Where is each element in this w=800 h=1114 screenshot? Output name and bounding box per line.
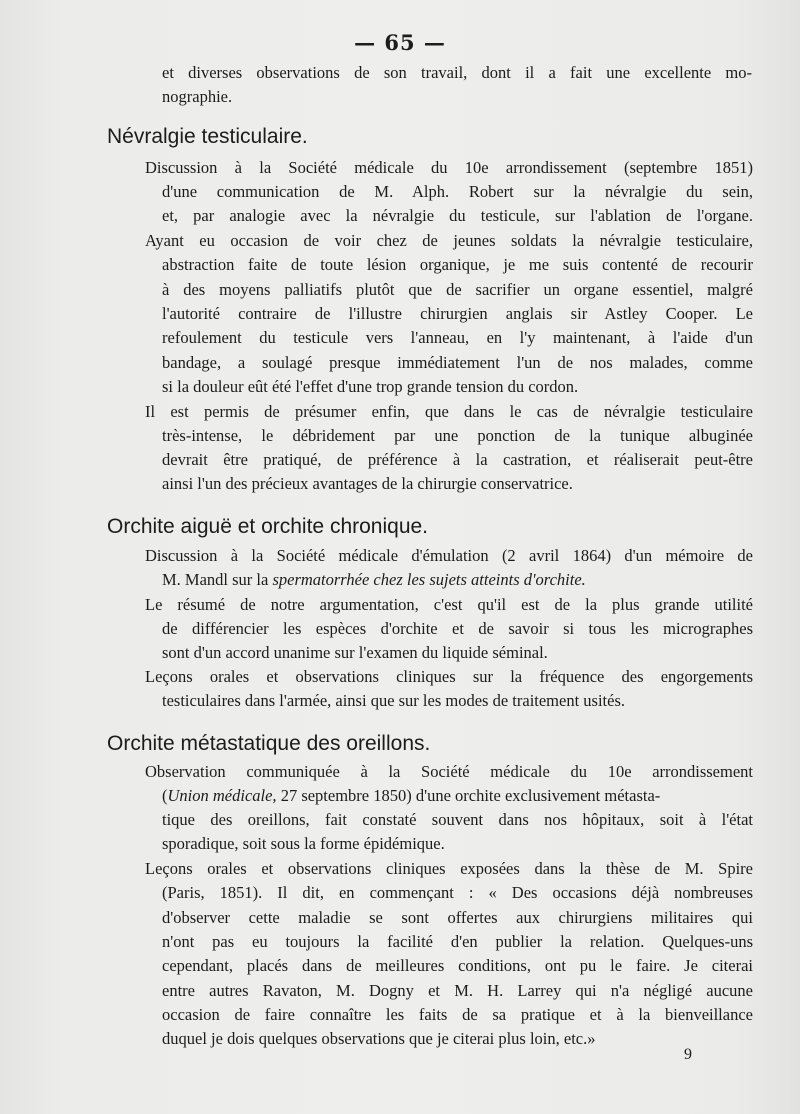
section-heading: Orchite aiguë et orchite chronique. bbox=[107, 515, 429, 538]
paragraph-line: si la douleur eût été l'effet d'une trop grande tension du cordon. bbox=[162, 377, 579, 396]
paragraph-line: Observation communiquée à la Société médicale du 10e arrondissement bbox=[145, 762, 753, 781]
paragraph-line: l'autorité contraire de l'illustre chirurgien anglais sir Astley Cooper. Le bbox=[162, 304, 753, 323]
italic-title: spermatorrhée chez les sujets atteints d'orchite. bbox=[272, 570, 586, 589]
paragraph-line: tique des oreillons, fait constaté souvent dans nos hôpitaux, soit à l'état bbox=[162, 810, 753, 829]
paragraph-line: testiculaires dans l'armée, ainsi que sur les modes de traitement usités. bbox=[162, 691, 626, 710]
paragraph-line: à des moyens palliatifs plutôt que de sacrifier un organe essentiel, malgré bbox=[162, 280, 753, 299]
paragraph-line: Discussion à la Société médicale du 10e arrondissement (septembre 1851) bbox=[145, 158, 753, 177]
paragraph-line: Ayant eu occasion de voir chez de jeunes soldats la névralgie testiculaire, bbox=[145, 231, 753, 250]
italic-title: Union médicale, bbox=[167, 786, 277, 805]
paragraph-line: sont d'un accord unanime sur l'examen du liquide séminal. bbox=[162, 643, 548, 662]
signature-mark: 9 bbox=[684, 1046, 692, 1063]
text-span: 27 septembre 1850) d'une orchite exclusivement métasta- bbox=[276, 786, 661, 805]
paragraph-line: Le résumé de notre argumentation, c'est qu'il est de la plus grande utilité bbox=[145, 595, 753, 614]
paragraph-line: (Paris, 1851). Il dit, en commençant : « Des occasions déjà nombreuses bbox=[162, 883, 753, 902]
intro-line: et diverses observations de son travail, dont il a fait une excellente mo- bbox=[162, 63, 752, 82]
paragraph-line: cependant, placés dans de meilleures conditions, ont pu le faire. Je citerai bbox=[162, 956, 753, 975]
paragraph-line: abstraction faite de toute lésion organique, je me suis contenté de recourir bbox=[162, 255, 753, 274]
paragraph-line: occasion de faire connaître les faits de sa pratique et à la bienveillance bbox=[162, 1005, 753, 1024]
paragraph-line: et, par analogie avec la névralgie du testicule, sur l'ablation de l'organe. bbox=[162, 206, 753, 225]
paragraph-line: Discussion à la Société médicale d'émulation (2 avril 1864) d'un mémoire de bbox=[145, 546, 753, 565]
paragraph-line: de différencier les espèces d'orchite et de savoir si tous les micrographes bbox=[162, 619, 753, 638]
paragraph-line: ainsi l'un des précieux avantages de la chirurgie conservatrice. bbox=[162, 474, 573, 493]
paragraph-line bbox=[162, 569, 586, 591]
text-span: ( bbox=[162, 786, 168, 805]
paragraph-line: Leçons orales et observations cliniques sur la fréquence des engorgements bbox=[145, 667, 753, 686]
paragraph-line: Il est permis de présumer enfin, que dans le cas de névralgie testiculaire bbox=[145, 402, 753, 421]
paragraph-line: d'une communication de M. Alph. Robert sur la névralgie du sein, bbox=[162, 182, 753, 201]
section-heading: Névralgie testiculaire. bbox=[107, 125, 308, 148]
paragraph-line: devrait être pratiqué, de préférence à la castration, et réaliserait peut-être bbox=[162, 450, 753, 469]
paragraph-line: Leçons orales et observations cliniques exposées dans la thèse de M. Spire bbox=[145, 859, 753, 878]
paragraph-line: d'observer cette maladie se sont offertes aux chirurgiens militaires qui bbox=[162, 908, 753, 927]
text-span: M. Mandl sur la bbox=[162, 570, 273, 589]
paragraph-line: n'ont pas eu toujours la facilité d'en publier la relation. Quelques-uns bbox=[162, 932, 753, 951]
page-number: — 65 — bbox=[354, 30, 446, 55]
intro-line: nographie. bbox=[162, 87, 233, 106]
paragraph-line: entre autres Ravaton, M. Dogny et M. H. Larrey qui n'a négligé aucune bbox=[162, 981, 753, 1000]
section-heading: Orchite métastatique des oreillons. bbox=[107, 732, 431, 755]
paragraph-line: duquel je dois quelques observations que je citerai plus loin, etc.» bbox=[162, 1029, 596, 1048]
paragraph-line: sporadique, soit sous la forme épidémique. bbox=[162, 834, 445, 853]
paragraph-line bbox=[162, 785, 753, 807]
paragraph-line: refoulement du testicule vers l'anneau, en l'y maintenant, à l'aide d'un bbox=[162, 328, 753, 347]
paragraph-line: bandage, a soulagé presque immédiatement l'un de nos malades, comme bbox=[162, 353, 753, 372]
paragraph-line: très-intense, le débridement par une ponction de la tunique albuginée bbox=[162, 426, 753, 445]
